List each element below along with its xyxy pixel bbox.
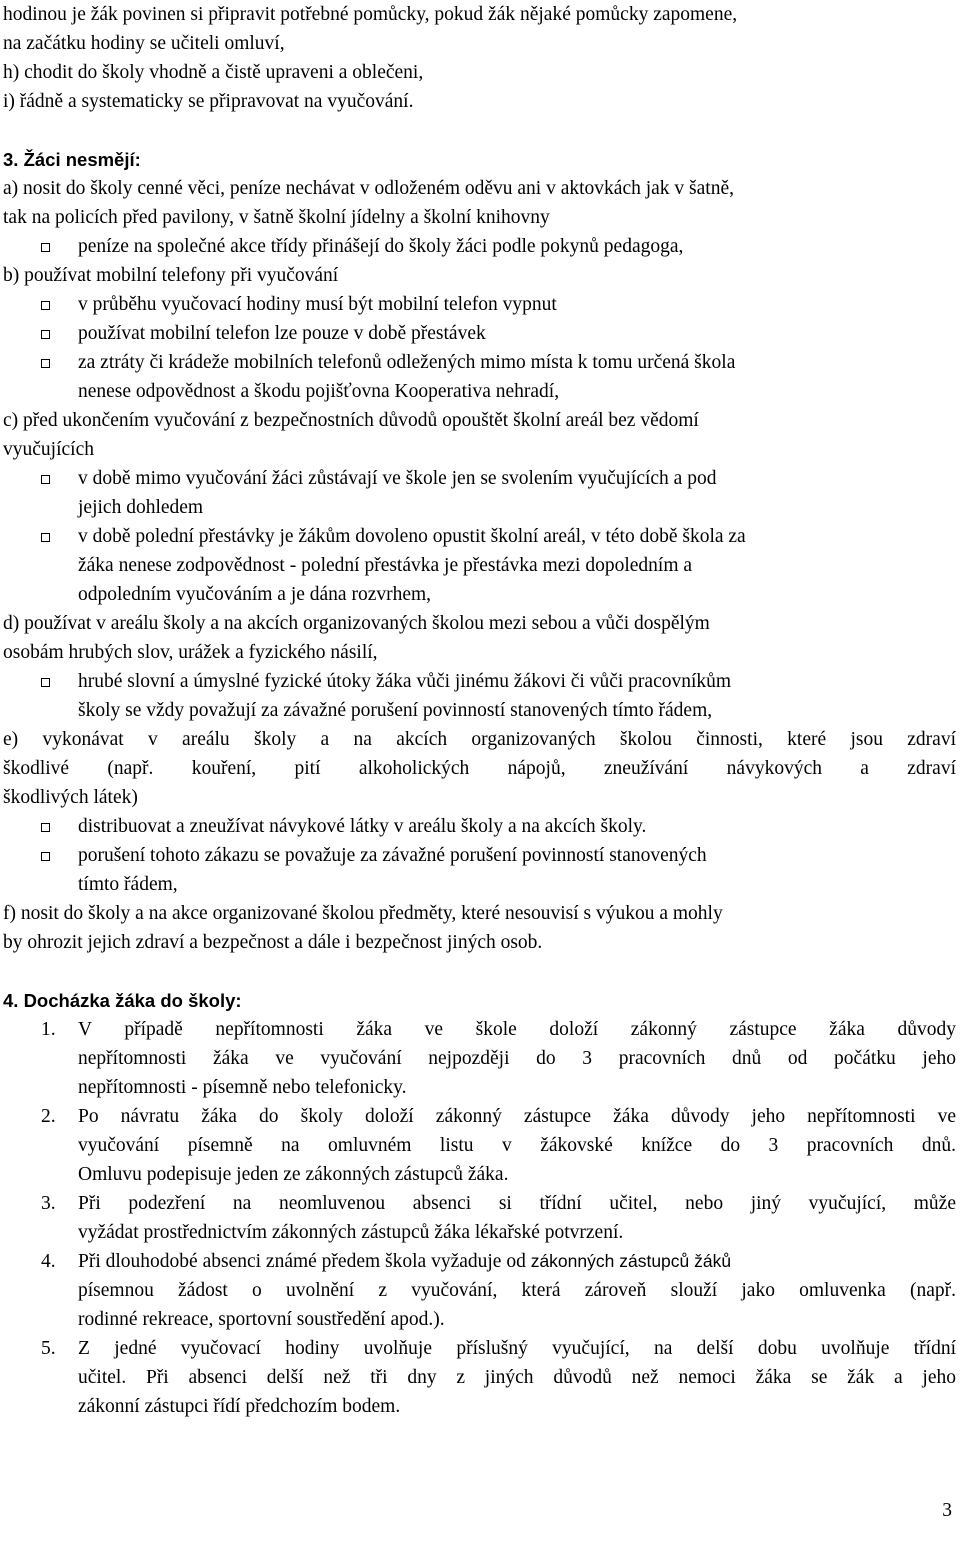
- bullet-text: porušení tohoto zákazu se považuje za závažné porušení povinností stanovených: [78, 845, 707, 866]
- list-item-text: Omluvu podepisuje jeden ze zákonných zástupců žáka.: [78, 1164, 509, 1185]
- text-line: f) nosit do školy a na akce organizované školou předměty, které nesouvisí s výukou a mohly: [3, 903, 723, 924]
- text-line: by ohrozit jejich zdraví a bezpečnost a dále i bezpečnost jiných osob.: [3, 932, 543, 953]
- bullet-text: používat mobilní telefon lze pouze v době přestávek: [78, 323, 486, 344]
- bullet-text: školy se vždy považují za závažné porušení povinností stanovených tímto řádem,: [78, 700, 713, 721]
- text-line: e) vykonávat v areálu školy a na akcích organizovaných školou činnosti, které jsou zdraví: [3, 729, 956, 750]
- checkbox-bullet-icon: [41, 330, 50, 339]
- text-line: na začátku hodiny se učiteli omluví,: [3, 33, 285, 54]
- bullet-text: za ztráty či krádeže mobilních telefonů odležených mimo místa k tomu určená škola: [78, 352, 736, 373]
- list-item-text: nepřítomnosti žáka ve vyučování nejpozději do 3 pracovních dnů od počátku jeho: [78, 1048, 956, 1069]
- list-item-text: Po návratu žáka do školy doloží zákonný zástupce žáka důvody jeho nepřítomnosti ve: [78, 1106, 956, 1127]
- text-line: osobám hrubých slov, urážek a fyzického násilí,: [3, 642, 378, 663]
- bullet-text: distribuovat a zneužívat návykové látky v areálu školy a na akcích školy.: [78, 816, 647, 837]
- list-item-text-part: zákonných zástupců žáků: [530, 1251, 732, 1271]
- text-line: c) před ukončením vyučování z bezpečnostních důvodů opouštět školní areál bez vědomí: [3, 410, 699, 431]
- list-item-text: Z jedné vyučovací hodiny uvolňuje příslušný vyučující, na delší dobu uvolňuje třídní: [78, 1338, 956, 1359]
- checkbox-bullet-icon: [41, 301, 50, 310]
- text-line: d) používat v areálu školy a na akcích organizovaných školou mezi sebou a vůči dospělým: [3, 613, 710, 634]
- list-item-text: rodinné rekreace, sportovní soustředění apod.).: [78, 1309, 445, 1330]
- bullet-text: v době mimo vyučování žáci zůstávají ve škole jen se svolením vyučujících a pod: [78, 468, 717, 489]
- page-number: 3: [942, 1500, 952, 1521]
- list-item-text: zákonní zástupci řídí předchozím bodem.: [78, 1396, 401, 1417]
- list-number: 5.: [41, 1338, 56, 1359]
- checkbox-bullet-icon: [41, 243, 50, 252]
- checkbox-bullet-icon: [41, 678, 50, 687]
- checkbox-bullet-icon: [41, 823, 50, 832]
- bullet-text: nenese odpovědnost a škodu pojišťovna Kooperativa nehradí,: [78, 381, 560, 402]
- bullet-text: v době polední přestávky je žákům dovoleno opustit školní areál, v této době škola za: [78, 526, 746, 547]
- checkbox-bullet-icon: [41, 533, 50, 542]
- list-item-text-part: Při dlouhodobé absenci známé předem škola vyžaduje od: [78, 1251, 531, 1272]
- section-heading-3: 3. Žáci nesmějí:: [3, 149, 141, 170]
- bullet-text: peníze na společné akce třídy přinášejí do školy žáci podle pokynů pedagoga,: [78, 236, 684, 257]
- list-item-text: vyučování písemně na omluvném listu v žákovské knížce do 3 pracovních dnů.: [78, 1135, 956, 1156]
- list-item-text: V případě nepřítomnosti žáka ve škole doloží zákonný zástupce žáka důvody: [78, 1019, 956, 1040]
- text-line: a) nosit do školy cenné věci, peníze nechávat v odloženém oděvu ani v aktovkách jak v šatně,: [3, 178, 734, 199]
- bullet-text: jejich dohledem: [78, 497, 204, 518]
- checkbox-bullet-icon: [41, 475, 50, 484]
- list-item-text: [78, 1247, 731, 1276]
- text-line: škodlivých látek): [3, 787, 138, 808]
- bullet-text: tímto řádem,: [78, 874, 178, 895]
- section-heading-4: 4. Docházka žáka do školy:: [3, 990, 242, 1011]
- list-number: 1.: [41, 1019, 56, 1040]
- list-item-text: vyžádat prostřednictvím zákonných zástupců žáka lékařské potvrzení.: [78, 1222, 624, 1243]
- list-item-text: písemnou žádost o uvolnění z vyučování, která zároveň slouží jako omluvenka (např.: [78, 1280, 956, 1301]
- text-line: b) používat mobilní telefony při vyučování: [3, 265, 339, 286]
- list-item-text: Při podezření na neomluvenou absenci si třídní učitel, nebo jiný vyučující, může: [78, 1193, 956, 1214]
- list-item-text: učitel. Při absenci delší než tři dny z jiných důvodů než nemoci žáka se žák a jeho: [78, 1367, 956, 1388]
- bullet-text: v průběhu vyučovací hodiny musí být mobilní telefon vypnut: [78, 294, 557, 315]
- bullet-text: odpoledním vyučováním a je dána rozvrhem,: [78, 584, 432, 605]
- list-number: 4.: [41, 1251, 56, 1272]
- checkbox-bullet-icon: [41, 359, 50, 368]
- text-line: vyučujících: [3, 439, 94, 460]
- list-item-text: nepřítomnosti - písemně nebo telefonicky.: [78, 1077, 407, 1098]
- text-line: i) řádně a systematicky se připravovat na vyučování.: [3, 91, 414, 112]
- bullet-text: hrubé slovní a úmyslné fyzické útoky žáka vůči jinému žákovi či vůči pracovníkům: [78, 671, 732, 692]
- text-line: škodlivé (např. kouření, pití alkoholických nápojů, zneužívání návykových a zdraví: [3, 758, 956, 779]
- bullet-text: žáka nenese zodpovědnost - polední přestávka je přestávka mezi dopoledním a: [78, 555, 693, 576]
- text-line: tak na policích před pavilony, v šatně školní jídelny a školní knihovny: [3, 207, 550, 228]
- checkbox-bullet-icon: [41, 852, 50, 861]
- text-line: hodinou je žák povinen si připravit potřebné pomůcky, pokud žák nějaké pomůcky zapomene,: [3, 4, 738, 25]
- text-line: h) chodit do školy vhodně a čistě upraveni a oblečeni,: [3, 62, 424, 83]
- list-number: 3.: [41, 1193, 56, 1214]
- list-number: 2.: [41, 1106, 56, 1127]
